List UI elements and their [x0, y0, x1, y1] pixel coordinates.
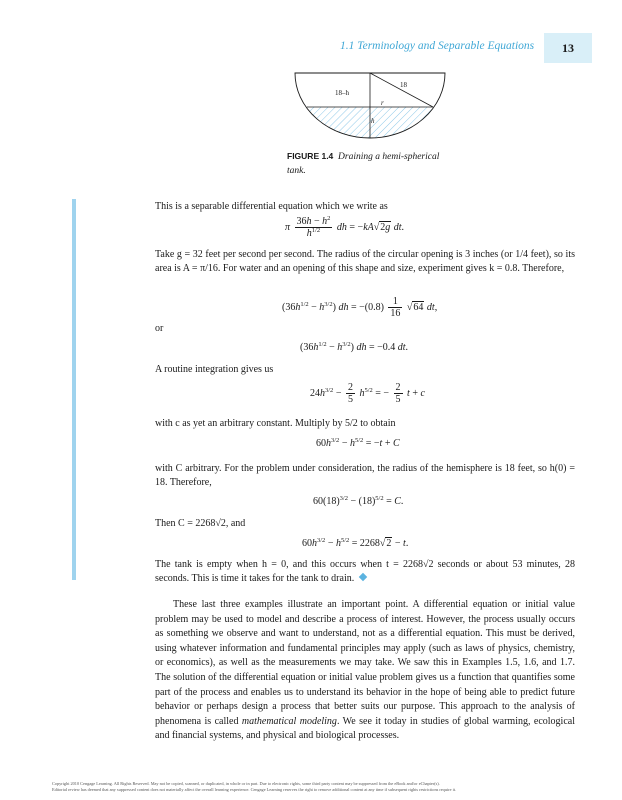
modeling-text-b: . We see it today in studies of global warming, ecological and financial systems, and physical and biological processes. [155, 715, 575, 742]
paragraph-c-arbitrary: with C arbitrary. For the problem under consideration, the radius of the hemisphere is 18 feet, so h(0) = 18. Therefore, [155, 463, 575, 488]
modeling-term: mathematical modeling [241, 715, 337, 727]
equation-4: $24h^{3/2}$ − $\frac{2}{5}$ $h^{5/2}$ = − $\frac{2}{5}$ t + c [310, 382, 425, 405]
equation-7: $60h^{3/2} - h^{5/2} = 2268√2 - t$. [302, 537, 409, 549]
paragraph-modeling [155, 598, 575, 744]
modeling-text-a: These last three examples illustrate an important point. A differential equation or initial value problem may be used to model and describe a process of interest. However, the process usually occurs as something we observe and want to understand, not as a differential equation. This must be derived, using whatever information and fundamental principles may apply (such as laws of physics, chemistry, or economics), as well as the measurements we may take. We saw this in Examples 1.5, 1.6, and 1.7. The solution of the differential equation or initial value problem gives us a function that quantifies some part of the process and enables us to understand its behavior in the hope of being able to predict future behavior or perhaps design a process that better suits our purpose. This approach to the analysis of phenomena is called [155, 599, 575, 727]
equation-2: $(36h^{1/2} - h^{3/2})$ dh = −(0.8) $\frac{1}{16}$ √64 dt, [282, 296, 438, 319]
label-18: 18 [400, 81, 407, 89]
label-h: h [371, 117, 375, 125]
hemisphere-tank-figure [285, 65, 455, 145]
figure-caption [287, 149, 457, 178]
figure-caption-text: Draining a hemi-spherical tank. [287, 152, 440, 176]
paragraph-multiply: with c as yet an arbitrary constant. Multiply by 5/2 to obtain [155, 418, 396, 429]
copyright-footer [52, 781, 572, 792]
equation-6: $60(18)^{3/2} - (18)^{5/2} = C$. [313, 495, 404, 507]
paragraph-integration: A routine integration gives us [155, 364, 274, 375]
paragraph-take-g: Take g = 32 feet per second per second. The radius of the circular opening is 3 inches (or 1/4 feet), so its area is A = π/16. For water and an opening of this shape and size, experiment gives k = 0.8. Therefore, [155, 249, 575, 274]
radius-line [370, 73, 433, 107]
copyright-line-1: Copyright 2010 Cengage Learning. All Rights Reserved. May not be copied, scanned, or duplicated, in whole or in part. Due to electronic rights, some third party content may be suppressed from the eBook and/or eChapter(s). [52, 781, 440, 786]
page-number: 13 [562, 41, 574, 55]
paragraph-intro: This is a separable differential equation which we write as [155, 201, 388, 212]
paragraph-or: or [155, 323, 164, 334]
label-r: r [381, 99, 384, 107]
running-head: 1.1 Terminology and Separable Equations [340, 40, 535, 52]
end-of-example-icon [359, 573, 367, 581]
copyright-line-2: Editorial review has deemed that any suppressed content does not materially affect the overall learning experience. Cengage Learning reserves the right to remove additional content at any time if subsequent rights restrictions require it. [52, 786, 457, 792]
tank-empty-text: The tank is empty when h = 0, and this occurs when t = 2268√2 seconds or about 53 minutes, 28 seconds. This is time it takes for the tank to drain. [155, 559, 575, 584]
paragraph-tank-empty [155, 558, 575, 586]
equation-1: π $\frac{36h - h^2}{h^{1/2}}$ dh = −kA√2g dt. [285, 215, 405, 239]
label-18-minus-h: 18–h [335, 89, 349, 97]
figure-caption-label: FIGURE 1.4 [287, 151, 334, 161]
paragraph-then-c: Then C = 2268√2, and [155, 518, 246, 529]
equation-3: $(36h^{1/2} - h^{3/2})$ dh = −0.4 dt. [300, 341, 409, 353]
example-sidebar-bar [72, 199, 76, 580]
equation-5: $60h^{3/2} - h^{5/2} = -t + C$ [316, 437, 400, 449]
